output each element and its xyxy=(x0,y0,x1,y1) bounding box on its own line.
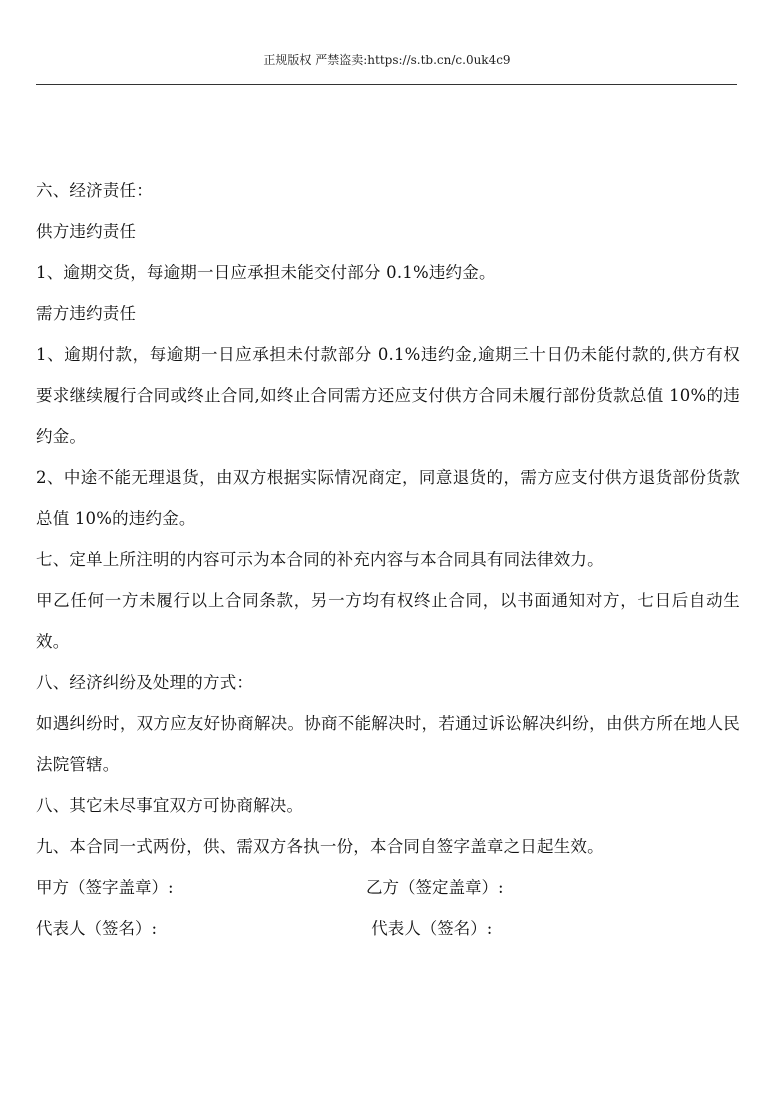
party-a-signature-label: 甲方（签字盖章）: xyxy=(36,878,174,897)
subheading-buyer-breach: 需方违约责任 xyxy=(36,304,137,323)
page-header-watermark: 正规版权 严禁盗卖:https://s.tb.cn/c.0uk4c9 xyxy=(263,53,511,67)
contract-body xyxy=(36,170,740,949)
party-b-representative-label: 代表人（签名）: xyxy=(366,919,493,938)
header-divider xyxy=(36,84,737,85)
party-b-signature-label: 乙方（签定盖章）: xyxy=(366,878,504,897)
party-a-representative-label: 代表人（签名）: xyxy=(36,919,158,938)
clause-late-delivery: 1、逾期交货，每逾期一日应承担未能交付部分 0.1%违约金。 xyxy=(36,263,496,282)
signature-row-parties xyxy=(36,867,740,908)
clause-late-payment: 1、逾期付款，每逾期一日应承担未付款部分 0.1%违约金,逾期三十日仍未能付款的,供方有权要求继续履行合同或终止合同,如终止合同需方还应支付供方合同未履行部份货款总值 10%的违约金。 xyxy=(36,345,740,446)
section-heading-economic-liability: 六、经济责任： xyxy=(36,181,153,200)
subheading-supplier-breach: 供方违约责任 xyxy=(36,222,137,241)
section-other-matters: 八、其它未尽事宜双方可协商解决。 xyxy=(36,796,304,815)
clause-dispute-resolution: 如遇纠纷时，双方应友好协商解决。协商不能解决时，若通过诉讼解决纠纷，由供方所在地人民法院管辖。 xyxy=(36,714,740,774)
section-copies-effective: 九、本合同一式两份，供、需双方各执一份，本合同自签字盖章之日起生效。 xyxy=(36,837,604,856)
clause-return-goods: 2、中途不能无理退货，由双方根据实际情况商定，同意退货的，需方应支付供方退货部份货款总值 10%的违约金。 xyxy=(36,468,740,528)
section-heading-dispute: 八、经济纠纷及处理的方式： xyxy=(36,673,254,692)
clause-termination: 甲乙任何一方未履行以上合同条款，另一方均有权终止合同，以书面通知对方，七日后自动生效。 xyxy=(36,591,740,651)
section-order-supplement: 七、定单上所注明的内容可示为本合同的补充内容与本合同具有同法律效力。 xyxy=(36,550,604,569)
signature-row-representatives xyxy=(36,908,740,949)
